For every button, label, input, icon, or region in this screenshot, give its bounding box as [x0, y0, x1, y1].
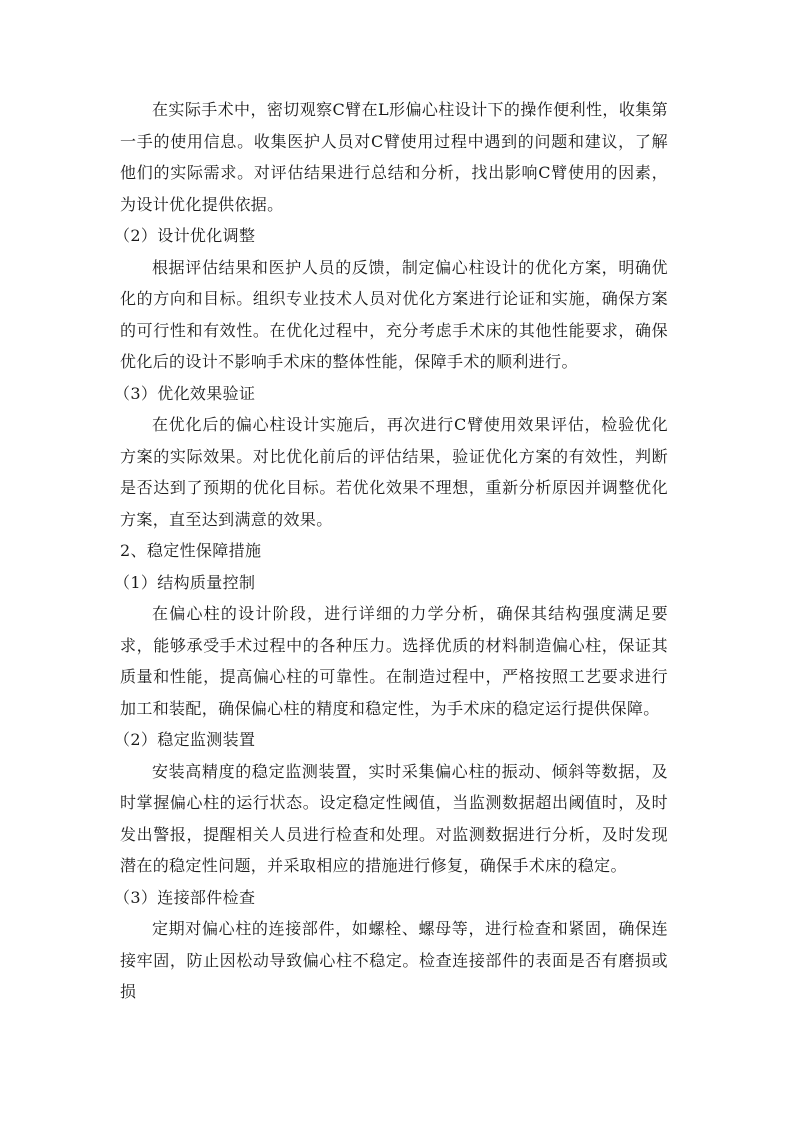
heading-optimization-effect-verification: （3）优化效果验证 [114, 383, 256, 403]
paragraph-effect-verification: 在优化后的偏心柱设计实施后，再次进行C臂使用效果评估，检验优化方案的实际效果。对比优化前后的评估结果，验证优化方案的有效性，判断是否达到了预期的优化目标。若优化效果不理想，重新分析原因并调整优化方案，直至达到满意的效果。 [120, 415, 668, 529]
heading-structural-quality-control: （1）结构质量控制 [114, 572, 256, 592]
paragraph-optimization-plan: 根据评估结果和医护人员的反馈，制定偏心柱设计的优化方案，明确优化的方向和目标。组织专业技术人员对优化方案进行论证和实施，确保方案的可行性和有效性。在优化过程中，充分考虑手术床的其他性能要求，确保优化后的设计不影响手术床的整体性能，保障手术的顺利进行。 [120, 257, 668, 371]
heading-design-optimization-adjustment: （2）设计优化调整 [114, 226, 256, 245]
paragraph-c-arm-usage-observation: 在实际手术中，密切观察C臂在L形偏心柱设计下的操作便利性，收集第一手的使用信息。收集医护人员对C臂使用过程中遇到的问题和建议，了解他们的实际需求。对评估结果进行总结和分析，找出影响C臂使用的因素，为设计优化提供依据。 [120, 100, 668, 214]
paragraph-structural-quality: 在偏心柱的设计阶段，进行详细的力学分析，确保其结构强度满足要求，能够承受手术过程中的各种压力。选择优质的材料制造偏心柱，保证其质量和性能，提高偏心柱的可靠性。在制造过程中，严格按照工艺要求进行加工和装配，确保偏心柱的精度和稳定性，为手术床的稳定运行提供保障。 [120, 604, 668, 718]
heading-connection-parts-inspection: （3）连接部件检查 [114, 887, 256, 907]
paragraph-stability-monitoring: 安装高精度的稳定监测装置，实时采集偏心柱的振动、倾斜等数据，及时掌握偏心柱的运行状态。设定稳定性阈值，当监测数据超出阈值时，及时发出警报，提醒相关人员进行检查和处理。对监测数据进行分析，及时发现潜在的稳定性问题，并采取相应的措施进行修复，确保手术床的稳定。 [120, 761, 668, 875]
paragraph-connection-parts: 定期对偏心柱的连接部件，如螺栓、螺母等，进行检查和紧固，确保连接牢固，防止因松动导致偏心柱不稳定。检查连接部件的表面是否有磨损或损 [120, 919, 668, 1001]
heading-stability-measures: 2、稳定性保障措施 [120, 541, 262, 560]
document-page [114, 94, 668, 1008]
heading-stability-monitoring-device: （2）稳定监测装置 [114, 730, 256, 749]
